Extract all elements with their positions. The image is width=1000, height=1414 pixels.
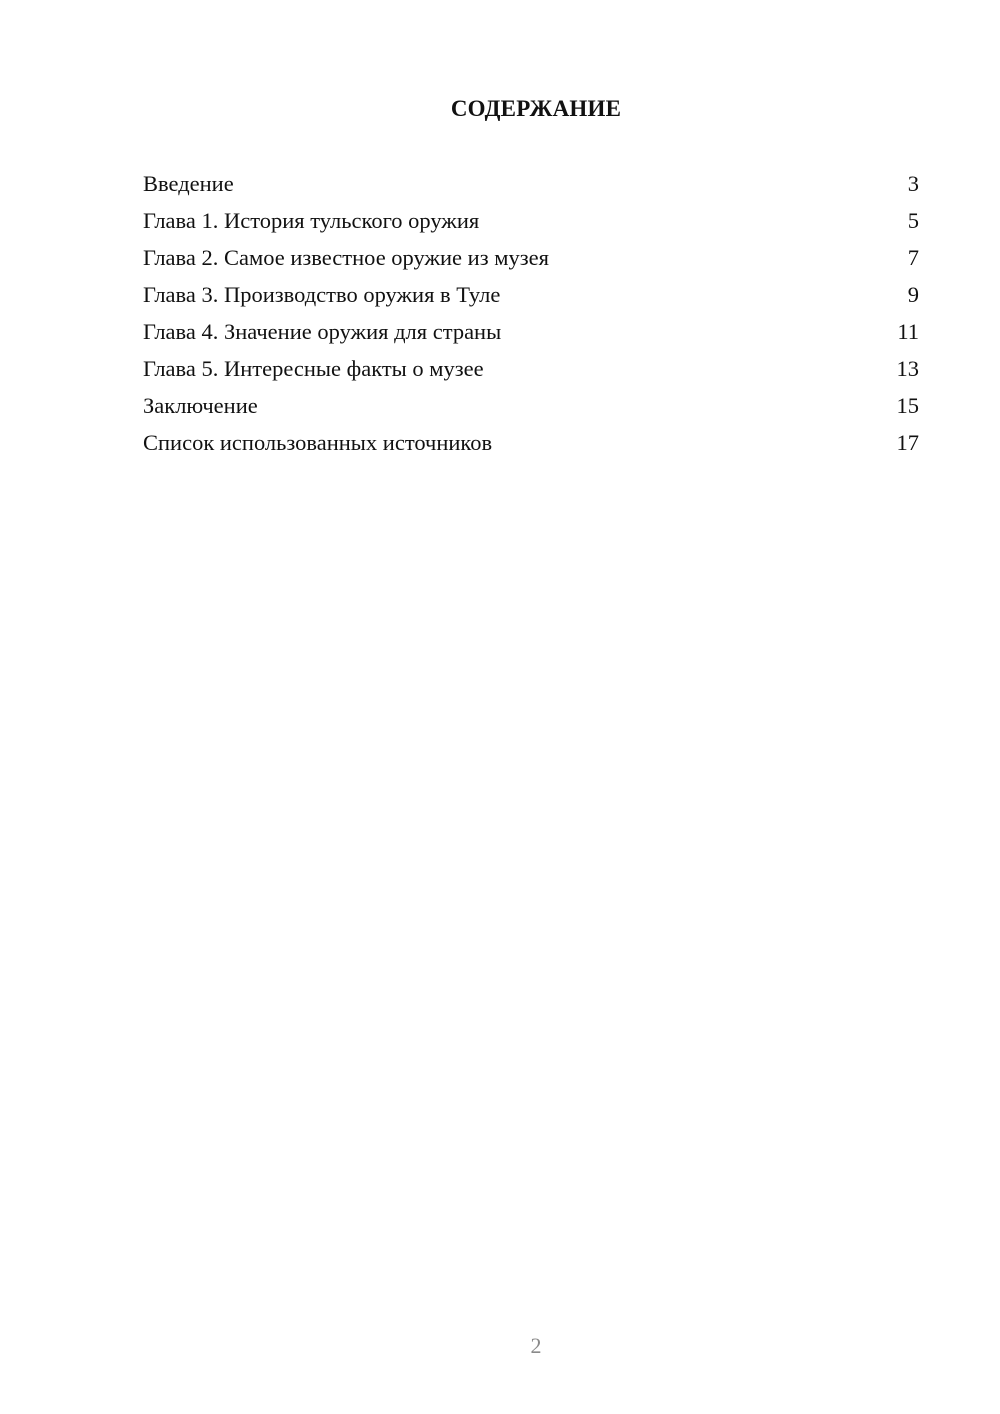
toc-entry-conclusion — [143, 391, 919, 428]
toc-entry-chapter-4 — [143, 317, 919, 354]
toc-entry-page: 13 — [896, 356, 919, 381]
toc-entry-page: 5 — [907, 208, 919, 233]
toc-entry-label: Заключение — [143, 393, 258, 418]
toc-entry-label: Глава 5. Интересные факты о музее — [143, 356, 484, 381]
toc-entry-introduction — [143, 169, 919, 206]
toc-entry-label: Глава 2. Самое известное оружие из музея — [143, 245, 549, 270]
toc-entry-chapter-5 — [143, 354, 919, 391]
toc-entry-page: 11 — [897, 319, 919, 344]
toc-entry-label: Введение — [143, 171, 234, 196]
toc-entry-label: Глава 3. Производство оружия в Туле — [143, 282, 501, 307]
toc-entry-references — [143, 428, 919, 465]
toc-entry-page: 7 — [907, 245, 919, 270]
toc-heading: СОДЕРЖАНИЕ — [450, 96, 622, 121]
toc-entry-chapter-1 — [143, 206, 919, 243]
table-of-contents — [143, 169, 919, 465]
toc-entry-label: Глава 4. Значение оружия для страны — [143, 319, 502, 344]
toc-entry-label: Глава 1. История тульского оружия — [143, 208, 480, 233]
toc-entry-chapter-2 — [143, 243, 919, 280]
page-number: 2 — [530, 1333, 542, 1358]
toc-entry-page: 9 — [907, 282, 919, 307]
toc-entry-page: 17 — [896, 430, 919, 455]
toc-entry-chapter-3 — [143, 280, 919, 317]
toc-entry-page: 3 — [907, 171, 919, 196]
toc-entry-page: 15 — [896, 393, 919, 418]
toc-entry-label: Список использованных источников — [143, 430, 493, 455]
